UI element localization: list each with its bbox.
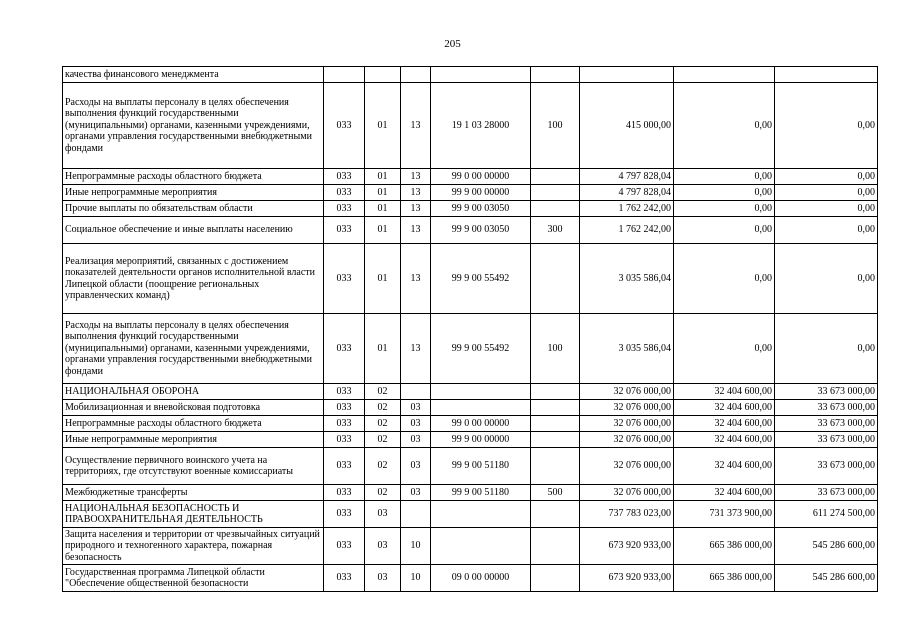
table-row: [63, 67, 878, 83]
table-row: [63, 83, 878, 169]
row-code: [324, 67, 365, 83]
row-section: 01: [365, 314, 401, 384]
row-amount-year3: [775, 67, 878, 83]
row-expense-type: [531, 501, 580, 528]
row-amount-year1: 32 076 000,00: [580, 432, 674, 448]
row-amount-year1: 32 076 000,00: [580, 416, 674, 432]
row-code: 033: [324, 201, 365, 217]
row-section: 02: [365, 485, 401, 501]
row-name: НАЦИОНАЛЬНАЯ ОБОРОНА: [63, 384, 324, 400]
row-section: [365, 67, 401, 83]
row-name: Иные непрограммные мероприятия: [63, 432, 324, 448]
row-section: 02: [365, 432, 401, 448]
row-target-article: 99 9 00 00000: [431, 432, 531, 448]
row-code: 033: [324, 83, 365, 169]
row-code: 033: [324, 485, 365, 501]
row-name: Расходы на выплаты персоналу в целях обеспечения выполнения функций государственными (муниципальными) органами, казенными учреждениями, органами управления государственными внебюджетными фондами: [63, 83, 324, 169]
row-amount-year2: 731 373 900,00: [674, 501, 775, 528]
row-section: 03: [365, 528, 401, 565]
table-row: [63, 565, 878, 592]
row-target-article: 99 9 00 03050: [431, 201, 531, 217]
row-subsection: [401, 67, 431, 83]
row-name: Межбюджетные трансферты: [63, 485, 324, 501]
row-amount-year2: 665 386 000,00: [674, 565, 775, 592]
row-code: 033: [324, 416, 365, 432]
row-code: 033: [324, 432, 365, 448]
row-section: 03: [365, 565, 401, 592]
row-code: 033: [324, 528, 365, 565]
row-amount-year3: 33 673 000,00: [775, 384, 878, 400]
row-amount-year1: 32 076 000,00: [580, 384, 674, 400]
row-amount-year2: 0,00: [674, 169, 775, 185]
row-amount-year2: 32 404 600,00: [674, 384, 775, 400]
row-subsection: 13: [401, 244, 431, 314]
table-row: [63, 400, 878, 416]
table-row: [63, 384, 878, 400]
row-subsection: 10: [401, 528, 431, 565]
row-subsection: [401, 501, 431, 528]
row-subsection: 13: [401, 169, 431, 185]
row-target-article: [431, 384, 531, 400]
row-target-article: 99 9 00 55492: [431, 244, 531, 314]
row-amount-year1: 32 076 000,00: [580, 485, 674, 501]
row-amount-year1: 4 797 828,04: [580, 185, 674, 201]
row-subsection: 10: [401, 565, 431, 592]
row-section: 02: [365, 400, 401, 416]
table-row: [63, 485, 878, 501]
row-subsection: 13: [401, 314, 431, 384]
row-amount-year1: 32 076 000,00: [580, 448, 674, 485]
table-row: [63, 448, 878, 485]
row-section: 01: [365, 185, 401, 201]
row-expense-type: 500: [531, 485, 580, 501]
row-amount-year3: 33 673 000,00: [775, 416, 878, 432]
row-amount-year1: 673 920 933,00: [580, 528, 674, 565]
table-row: [63, 314, 878, 384]
row-amount-year2: 0,00: [674, 314, 775, 384]
row-section: 01: [365, 83, 401, 169]
row-target-article: [431, 67, 531, 83]
row-subsection: 13: [401, 83, 431, 169]
row-code: 033: [324, 384, 365, 400]
row-target-article: 19 1 03 28000: [431, 83, 531, 169]
row-name: Реализация мероприятий, связанных с достижением показателей деятельности органов исполнительной власти Липецкой области (поощрение региональных управленческих команд): [63, 244, 324, 314]
row-name: Прочие выплаты по обязательствам области: [63, 201, 324, 217]
row-expense-type: [531, 67, 580, 83]
row-amount-year2: 32 404 600,00: [674, 448, 775, 485]
row-amount-year1: 415 000,00: [580, 83, 674, 169]
row-amount-year3: 33 673 000,00: [775, 400, 878, 416]
row-expense-type: [531, 400, 580, 416]
row-amount-year3: 33 673 000,00: [775, 485, 878, 501]
row-amount-year3: 545 286 600,00: [775, 565, 878, 592]
row-name: Иные непрограммные мероприятия: [63, 185, 324, 201]
row-amount-year1: 737 783 023,00: [580, 501, 674, 528]
row-section: 01: [365, 244, 401, 314]
row-name: Мобилизационная и вневойсковая подготовка: [63, 400, 324, 416]
row-amount-year3: 0,00: [775, 314, 878, 384]
row-target-article: [431, 501, 531, 528]
row-amount-year3: 0,00: [775, 244, 878, 314]
row-code: 033: [324, 400, 365, 416]
row-amount-year1: 3 035 586,04: [580, 244, 674, 314]
table-row: [63, 244, 878, 314]
row-amount-year3: 545 286 600,00: [775, 528, 878, 565]
table-row: [63, 416, 878, 432]
row-section: 01: [365, 217, 401, 244]
row-amount-year2: 32 404 600,00: [674, 400, 775, 416]
row-amount-year2: 0,00: [674, 83, 775, 169]
row-section: 03: [365, 501, 401, 528]
row-amount-year1: 1 762 242,00: [580, 217, 674, 244]
row-amount-year1: 32 076 000,00: [580, 400, 674, 416]
row-amount-year3: 0,00: [775, 217, 878, 244]
row-code: 033: [324, 448, 365, 485]
row-name: Расходы на выплаты персоналу в целях обеспечения выполнения функций государственными (муниципальными) органами, казенными учреждениями, органами управления государственными внебюджетными фондами: [63, 314, 324, 384]
row-code: 033: [324, 185, 365, 201]
row-expense-type: [531, 244, 580, 314]
row-section: 01: [365, 201, 401, 217]
row-amount-year3: 33 673 000,00: [775, 448, 878, 485]
row-expense-type: [531, 201, 580, 217]
row-subsection: 03: [401, 448, 431, 485]
row-amount-year3: 33 673 000,00: [775, 432, 878, 448]
row-target-article: 99 9 00 00000: [431, 185, 531, 201]
row-expense-type: [531, 384, 580, 400]
row-amount-year2: 32 404 600,00: [674, 485, 775, 501]
row-section: 01: [365, 169, 401, 185]
row-target-article: 99 9 00 55492: [431, 314, 531, 384]
row-amount-year3: 0,00: [775, 83, 878, 169]
row-expense-type: [531, 185, 580, 201]
row-expense-type: [531, 416, 580, 432]
row-section: 02: [365, 448, 401, 485]
row-amount-year1: 1 762 242,00: [580, 201, 674, 217]
row-expense-type: 100: [531, 83, 580, 169]
row-section: 02: [365, 416, 401, 432]
row-amount-year2: 665 386 000,00: [674, 528, 775, 565]
table-row: [63, 185, 878, 201]
page-number: 205: [444, 38, 461, 50]
row-subsection: 03: [401, 400, 431, 416]
row-amount-year2: 0,00: [674, 201, 775, 217]
row-subsection: 13: [401, 217, 431, 244]
row-expense-type: [531, 432, 580, 448]
table-row: [63, 201, 878, 217]
row-expense-type: [531, 528, 580, 565]
row-amount-year3: 0,00: [775, 201, 878, 217]
row-target-article: 09 0 00 00000: [431, 565, 531, 592]
row-target-article: 99 9 00 03050: [431, 217, 531, 244]
row-amount-year1: 4 797 828,04: [580, 169, 674, 185]
row-amount-year2: 0,00: [674, 185, 775, 201]
row-target-article: 99 9 00 51180: [431, 485, 531, 501]
row-code: 033: [324, 244, 365, 314]
row-section: 02: [365, 384, 401, 400]
row-name: качества финансового менеджмента: [63, 67, 324, 83]
row-subsection: 03: [401, 485, 431, 501]
row-amount-year2: 32 404 600,00: [674, 416, 775, 432]
row-expense-type: 100: [531, 314, 580, 384]
row-amount-year2: 0,00: [674, 244, 775, 314]
row-subsection: 03: [401, 416, 431, 432]
row-name: Осуществление первичного воинского учета на территориях, где отсутствуют военные комиссариаты: [63, 448, 324, 485]
row-amount-year2: 0,00: [674, 217, 775, 244]
row-amount-year3: 0,00: [775, 185, 878, 201]
table-row: [63, 217, 878, 244]
row-amount-year1: 673 920 933,00: [580, 565, 674, 592]
row-subsection: 03: [401, 432, 431, 448]
row-name: Непрограммные расходы областного бюджета: [63, 169, 324, 185]
row-target-article: [431, 400, 531, 416]
row-code: 033: [324, 565, 365, 592]
row-amount-year2: [674, 67, 775, 83]
row-amount-year1: [580, 67, 674, 83]
row-name: Защита населения и территории от чрезвычайных ситуаций природного и техногенного характера, пожарная безопасность: [63, 528, 324, 565]
row-name: Непрограммные расходы областного бюджета: [63, 416, 324, 432]
row-subsection: 13: [401, 201, 431, 217]
row-expense-type: 300: [531, 217, 580, 244]
row-target-article: 99 9 00 51180: [431, 448, 531, 485]
row-code: 033: [324, 169, 365, 185]
row-expense-type: [531, 448, 580, 485]
budget-table: [62, 66, 878, 592]
row-code: 033: [324, 314, 365, 384]
row-amount-year2: 32 404 600,00: [674, 432, 775, 448]
table-row: [63, 169, 878, 185]
row-subsection: [401, 384, 431, 400]
row-amount-year3: 611 274 500,00: [775, 501, 878, 528]
row-code: 033: [324, 501, 365, 528]
row-expense-type: [531, 565, 580, 592]
row-name: Социальное обеспечение и иные выплаты населению: [63, 217, 324, 244]
row-expense-type: [531, 169, 580, 185]
row-target-article: [431, 528, 531, 565]
row-name: НАЦИОНАЛЬНАЯ БЕЗОПАСНОСТЬ И ПРАВООХРАНИТЕЛЬНАЯ ДЕЯТЕЛЬНОСТЬ: [63, 501, 324, 528]
row-name: Государственная программа Липецкой области "Обеспечение общественной безопасности: [63, 565, 324, 592]
row-target-article: 99 0 00 00000: [431, 416, 531, 432]
row-amount-year1: 3 035 586,04: [580, 314, 674, 384]
row-target-article: 99 0 00 00000: [431, 169, 531, 185]
row-code: 033: [324, 217, 365, 244]
row-amount-year3: 0,00: [775, 169, 878, 185]
table-row: [63, 501, 878, 528]
table-row: [63, 432, 878, 448]
table-row: [63, 528, 878, 565]
row-subsection: 13: [401, 185, 431, 201]
